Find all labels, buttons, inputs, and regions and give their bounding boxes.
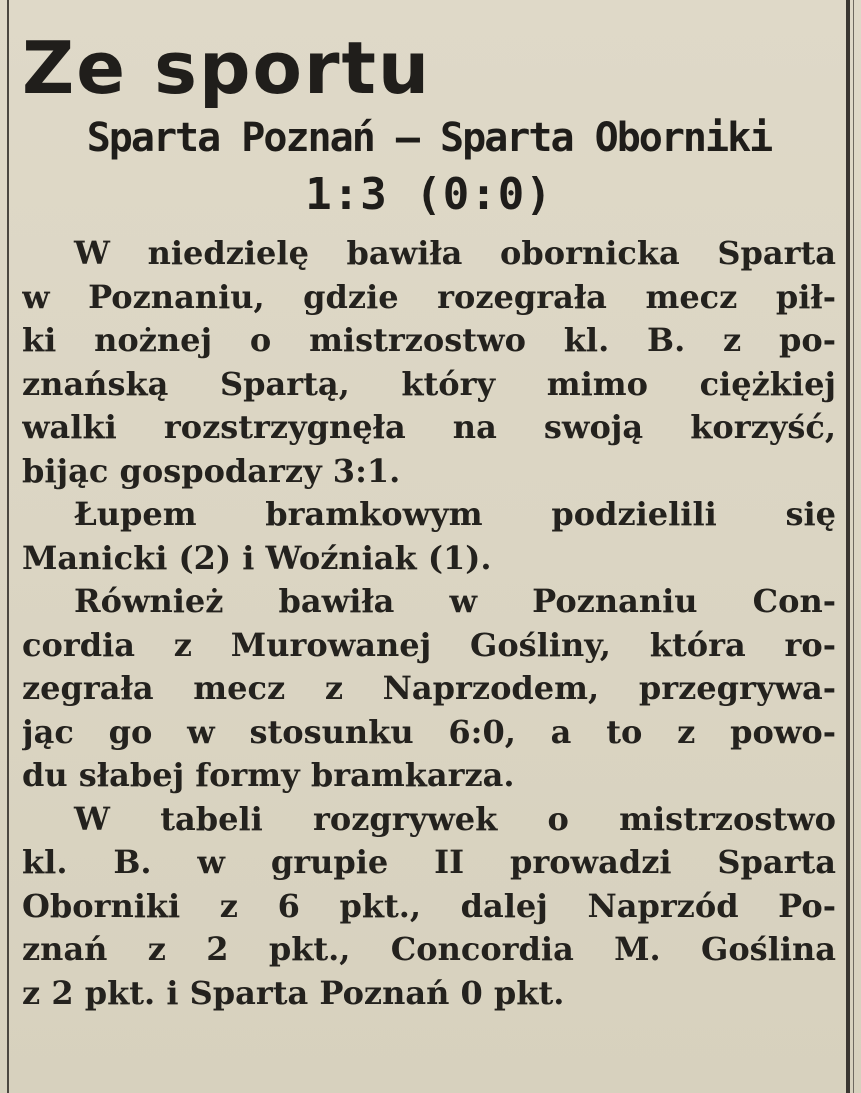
article-line: zegrała mecz z Naprzodem, przegrywa- — [22, 669, 836, 707]
article-line: znań z 2 pkt., Concordia M. Goślina — [22, 930, 836, 968]
article-line: znańską Spartą, który mimo ciężkiej — [22, 364, 836, 403]
article-line: W tabeli rozgrywek o mistrzostwo — [74, 799, 836, 838]
article-line: Manicki (2) i Woźniak (1). — [22, 538, 492, 577]
article — [22, 28, 836, 1015]
article-body — [22, 232, 836, 1015]
article-line: Oborniki z 6 pkt., dalej Naprzód Po- — [22, 886, 836, 925]
match-score: 1:3 (0:0) — [305, 169, 553, 220]
article-line: cordia z Murowanej Gośliny, która ro- — [22, 625, 836, 664]
article-line: kl. B. w grupie II prowadzi Sparta — [22, 843, 836, 881]
article-line: ki nożnej o mistrzostwo kl. B. z po- — [22, 321, 836, 359]
column-rule-left — [7, 0, 9, 1093]
article-line: du słabej formy bramkarza. — [22, 756, 515, 794]
article-line: W niedzielę bawiła obornicka Sparta — [74, 234, 836, 272]
article-line: bijąc gospodarzy 3:1. — [22, 451, 401, 490]
article-line: Łupem bramkowym podzielili się — [74, 495, 836, 533]
match-title: Sparta Poznań — Sparta Oborniki — [86, 115, 772, 161]
article-line: w Poznaniu, gdzie rozegrała mecz pił- — [22, 277, 836, 316]
article-line: z 2 pkt. i Sparta Poznań 0 pkt. — [22, 973, 565, 1012]
column-rule-right — [846, 0, 850, 1093]
article-line: jąc go w stosunku 6:0, a to z powo- — [22, 712, 836, 751]
section-heading: Ze sportu — [22, 26, 432, 110]
article-line: walki rozstrzygnęła na swoją korzyść, — [22, 408, 836, 446]
article-line: Również bawiła w Poznaniu Con- — [74, 582, 836, 620]
column-rule-right-thin — [853, 0, 854, 1093]
